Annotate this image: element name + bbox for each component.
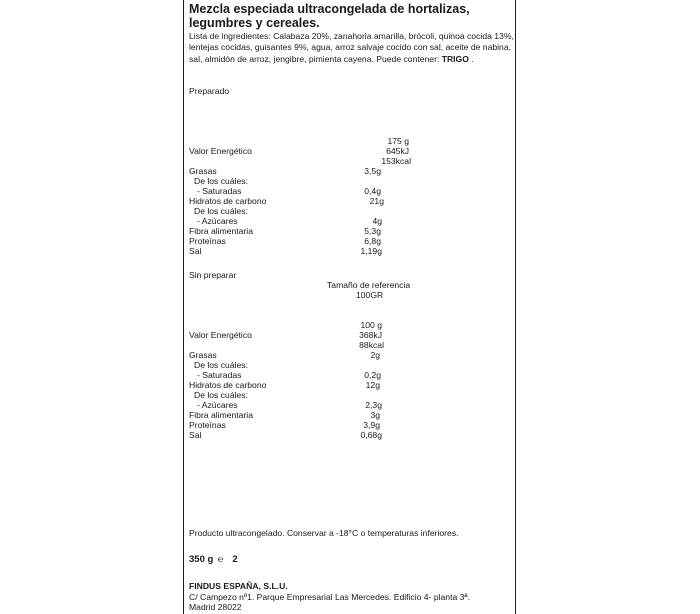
prepared-row-label: Hidratos de carbono <box>189 196 267 206</box>
units-count: 2 <box>232 554 238 565</box>
prepared-row-label: De los cuáles: <box>194 206 248 216</box>
unprepared-heading: Sin preparar <box>189 270 237 280</box>
reference-size-value: 100GR <box>356 290 384 300</box>
unprepared-row-value: 2,3g <box>365 400 382 410</box>
prepared-portion: 175 g <box>387 136 409 146</box>
prepared-energy-kj: 645kJ <box>386 146 409 156</box>
prepared-row-value: 21g <box>369 196 384 206</box>
unprepared-row-label: Hidratos de carbono <box>189 380 267 390</box>
prepared-energy-kcal: 153kcal <box>381 156 411 166</box>
prepared-row-value: 5,3g <box>364 226 381 236</box>
storage-instructions: Producto ultracongelado. Conservar a -18°C o temperaturas inferiores. <box>189 528 459 538</box>
unprepared-row-label: Sal <box>189 430 202 440</box>
net-weight-value: 350 g <box>189 554 214 565</box>
unprepared-row-label: Grasas <box>189 350 217 360</box>
unprepared-row-label: - Saturadas <box>197 370 242 380</box>
prepared-row-value: 6,8g <box>364 236 381 246</box>
prepared-row-label: - Saturadas <box>197 186 242 196</box>
unprepared-row-value: 0,2g <box>364 370 381 380</box>
prepared-row-label: De los cuáles: <box>194 176 248 186</box>
prepared-energy-label: Valor Energético <box>189 146 252 156</box>
unprepared-portion: 100 g <box>360 320 382 330</box>
prepared-row-value: 4g <box>372 216 382 226</box>
unprepared-row-value: 3g <box>370 410 380 420</box>
prepared-row-value: 0,4g <box>364 186 381 196</box>
unprepared-energy-kj: 368kJ <box>359 330 382 340</box>
prepared-row-label: Proteínas <box>189 236 226 246</box>
prepared-row-label: Sal <box>189 246 202 256</box>
prepared-heading: Preparado <box>189 86 230 96</box>
prepared-row-label: Grasas <box>189 166 217 176</box>
unprepared-row-value: 2g <box>370 350 380 360</box>
company-name: FINDUS ESPAÑA, S.L.U. <box>189 581 288 591</box>
unprepared-row-value: 12g <box>365 380 380 390</box>
product-label-panel <box>183 0 516 614</box>
unprepared-row-label: De los cuáles: <box>194 360 248 370</box>
prepared-row-label: - Azúcares <box>197 216 238 226</box>
unprepared-row-label: De los cuáles: <box>194 390 248 400</box>
ingredients-end: . <box>468 53 474 64</box>
ingredients-list <box>189 31 514 65</box>
allergen-text: TRIGO <box>441 53 469 64</box>
unprepared-row-label: - Azúcares <box>197 400 238 410</box>
unprepared-row-value: 0,68g <box>360 430 382 440</box>
estimated-sign-icon: ℮ <box>217 554 224 565</box>
ingredients-text: Lista de ingredientes: Calabaza 20%, zanahoria amarilla, brócoli, quinoa cocida 13%, lentejas cocidas, guisantes 9%, agua, arroz salvaje cocido con sal, aceite de nabina, sal, almidón de arroz, jengibre, pimienta cayena. Puede contener: <box>189 31 514 64</box>
product-title: Mezcla especiada ultracongelada de hortalizas, legumbres y cereales. <box>189 2 470 30</box>
reference-size-label: Tamaño de referencia <box>327 280 411 290</box>
unprepared-energy-kcal: 88kcal <box>359 340 384 350</box>
unprepared-energy-label: Valor Energético <box>189 330 252 340</box>
company-address-line1: C/ Campezo nº1. Parque Empresarial Las Mercedes. Edificio 4- planta 3ª. <box>189 592 470 602</box>
company-address-line2: Madrid 28022 <box>189 602 242 612</box>
prepared-row-label: Fibra alimentaria <box>189 226 253 236</box>
unprepared-row-label: Proteínas <box>189 420 226 430</box>
unprepared-row-label: Fibra alimentaria <box>189 410 253 420</box>
net-weight <box>189 549 238 567</box>
unprepared-row-value: 3,9g <box>363 420 380 430</box>
prepared-row-value: 3,5g <box>364 166 381 176</box>
prepared-row-value: 1,19g <box>360 246 382 256</box>
